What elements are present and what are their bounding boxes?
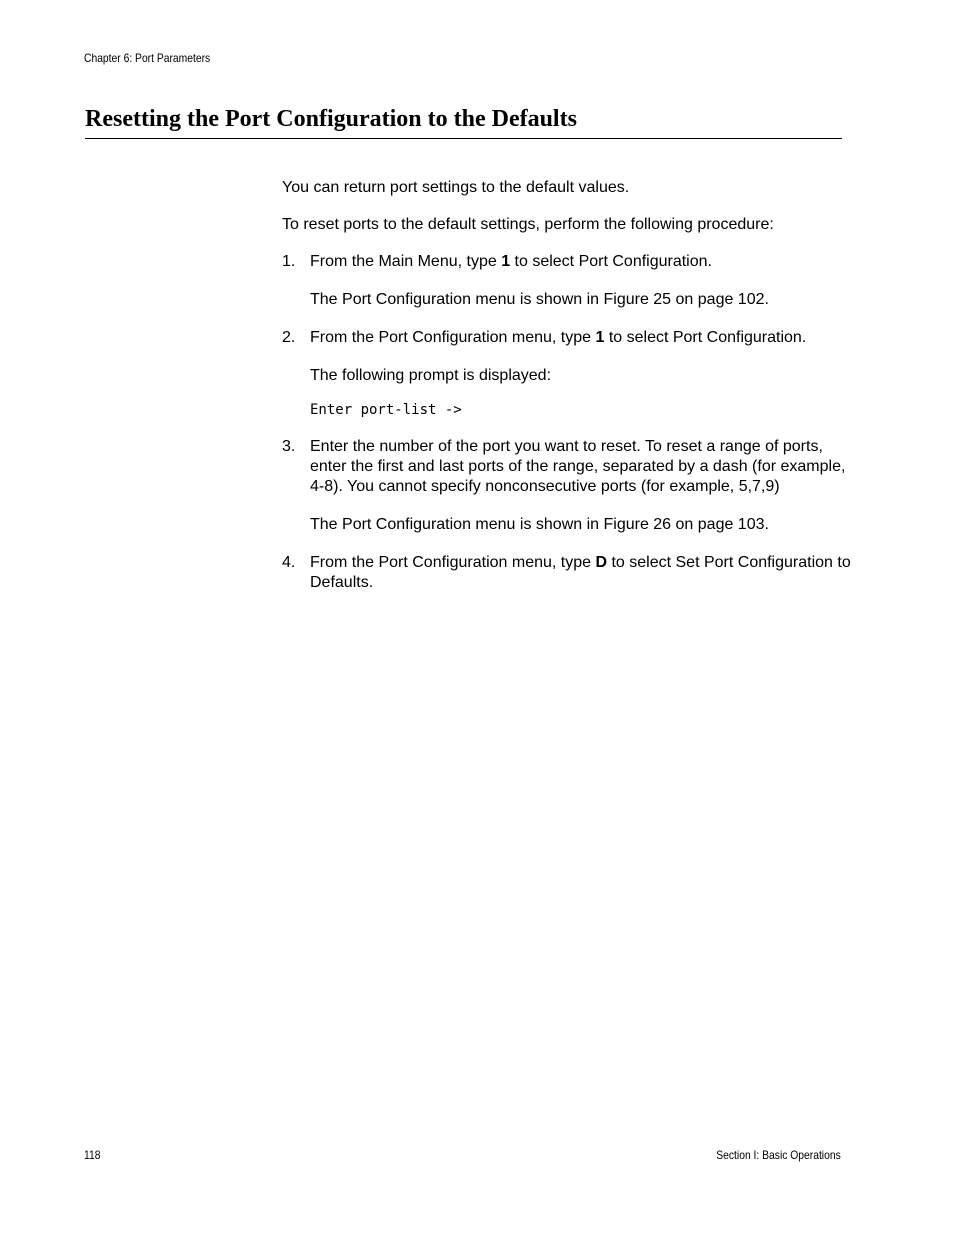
running-footer: Section I: Basic Operations <box>716 1148 841 1162</box>
step-text: From the Main Menu, type 1 to select Port Configuration. <box>310 253 712 270</box>
key-command: 1 <box>595 329 605 346</box>
step-note: The following prompt is displayed: <box>310 367 552 384</box>
prompt-code: Enter port-list -> <box>310 402 462 418</box>
step-text: From the Port Configuration menu, type 1 to select Port Configuration. <box>310 329 807 346</box>
step-note: The Port Configuration menu is shown in Figure 26 on page 103. <box>310 516 769 533</box>
key-command: 1 <box>501 253 511 270</box>
step-number: 3. <box>282 438 296 455</box>
step-3 <box>282 437 852 497</box>
step-number: 4. <box>282 554 296 571</box>
intro-paragraph: You can return port settings to the default values. <box>282 179 630 196</box>
step-1 <box>282 252 852 272</box>
procedure-intro: To reset ports to the default settings, perform the following procedure: <box>282 216 774 233</box>
step-number: 1. <box>282 253 296 270</box>
body-content <box>282 178 852 611</box>
step-text: Enter the number of the port you want to reset. To reset a range of ports, enter the first and last ports of the range, separated by a dash (for example, 4-8). You cannot specify nonconsecutive ports (for example, 5,7,9) <box>310 438 846 495</box>
step-note: The Port Configuration menu is shown in Figure 25 on page 102. <box>310 291 769 308</box>
running-header: Chapter 6: Port Parameters <box>84 51 211 65</box>
step-text: From the Port Configuration menu, type D to select Set Port Configuration to Defaults. <box>310 554 851 591</box>
step-4 <box>282 553 852 593</box>
page-number: 118 <box>84 1148 101 1162</box>
key-command: D <box>595 554 608 571</box>
step-number: 2. <box>282 329 296 346</box>
section-title: Resetting the Port Configuration to the Defaults <box>85 106 842 139</box>
step-2 <box>282 328 852 348</box>
